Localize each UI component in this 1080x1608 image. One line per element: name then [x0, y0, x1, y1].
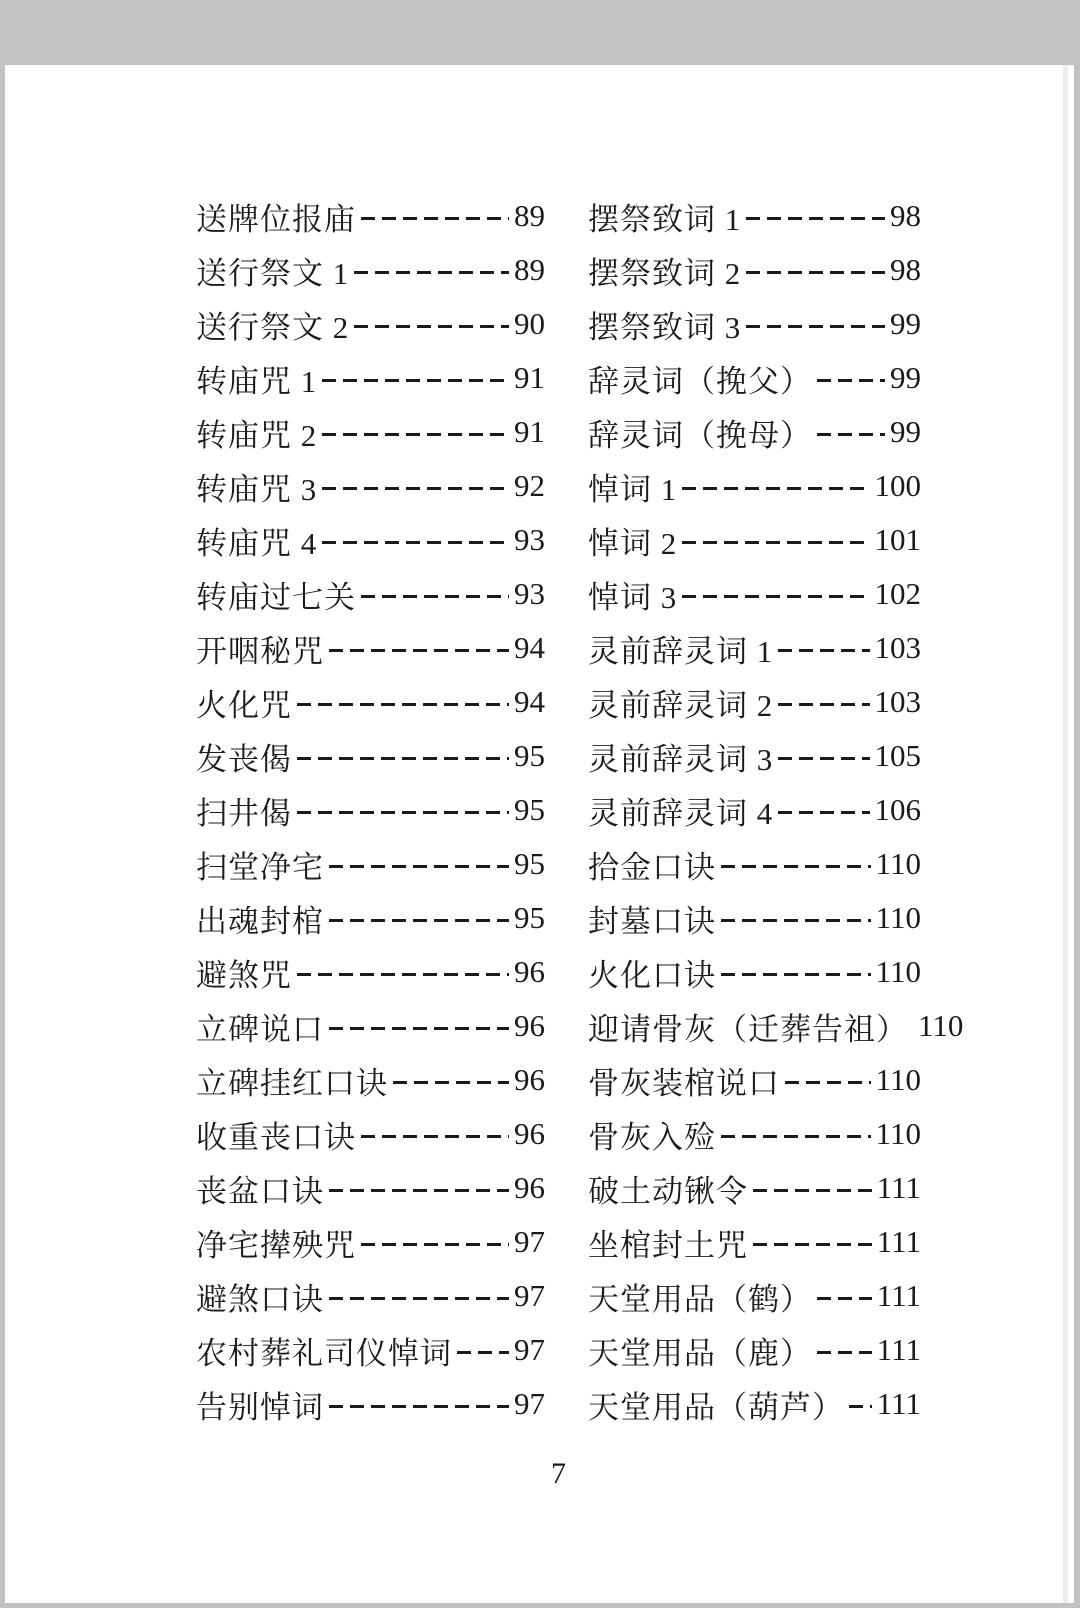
- toc-entry: [588, 621, 921, 675]
- toc-entry-page: 111: [876, 1386, 921, 1421]
- toc-entry: [196, 1377, 545, 1431]
- dash-leader-icon: [817, 379, 885, 382]
- toc-entry-page: 96: [514, 1170, 545, 1205]
- toc-entry-title: 告别悼词: [196, 1389, 324, 1425]
- toc-entry-title: 摆祭致词 1: [588, 201, 742, 237]
- toc-entry: [196, 351, 545, 405]
- dash-leader-icon: [753, 1189, 872, 1192]
- toc-entry: [588, 1053, 921, 1107]
- dash-leader-icon: [329, 649, 509, 652]
- toc-entry-title: 火化口诀: [588, 957, 716, 993]
- dash-leader-icon: [817, 1297, 872, 1300]
- toc-entry-title: 送行祭文 2: [196, 309, 350, 345]
- toc-entry-page: 89: [514, 252, 545, 287]
- toc-entry-page: 98: [890, 252, 921, 287]
- toc-entry: [196, 1215, 545, 1269]
- toc-entry-page: 110: [875, 1116, 921, 1151]
- toc-entry-page: 95: [514, 846, 545, 881]
- toc-entry: [588, 837, 921, 891]
- toc-entry: [196, 297, 545, 351]
- toc-entry-title: 悼词 1: [588, 471, 678, 507]
- toc-entry: [196, 945, 545, 999]
- dash-leader-icon: [817, 433, 885, 436]
- toc-entry: [588, 1107, 921, 1161]
- toc-entry-title: 避煞咒: [196, 957, 292, 993]
- toc-entry-page: 89: [514, 198, 545, 233]
- toc-entry-title: 拾金口诀: [588, 849, 716, 885]
- toc-entry: [588, 1377, 921, 1431]
- toc-entry-page: 99: [890, 360, 921, 395]
- toc-entry: [196, 243, 545, 297]
- toc-columns: [196, 189, 964, 1431]
- toc-entry-title: 灵前辞灵词 2: [588, 687, 774, 723]
- dash-leader-icon: [721, 1135, 871, 1138]
- dash-leader-icon: [329, 1405, 509, 1408]
- toc-entry-page: 94: [514, 684, 545, 719]
- toc-column-right: [588, 189, 964, 1431]
- toc-entry-title: 破土动锹令: [588, 1173, 748, 1209]
- toc-entry-page: 96: [514, 1062, 545, 1097]
- toc-entry-title: 出魂封棺: [196, 903, 324, 939]
- toc-entry: [196, 621, 545, 675]
- toc-entry-title: 悼词 2: [588, 525, 678, 561]
- toc-entry-title: 骨灰入殓: [588, 1119, 716, 1155]
- toc-entry: [196, 1161, 545, 1215]
- toc-entry-page: 99: [890, 414, 921, 449]
- toc-entry-title: 天堂用品（鹤）: [588, 1281, 812, 1317]
- toc-entry-page: 111: [876, 1170, 921, 1205]
- toc-entry-page: 96: [514, 1116, 545, 1151]
- dash-leader-icon: [322, 487, 509, 490]
- dash-leader-icon: [393, 1081, 509, 1084]
- dash-leader-icon: [329, 1297, 509, 1300]
- toc-entry-title: 灵前辞灵词 1: [588, 633, 774, 669]
- dash-leader-icon: [817, 1351, 872, 1354]
- toc-entry-page: 110: [875, 954, 921, 989]
- toc-entry-page: 97: [514, 1386, 545, 1421]
- toc-entry-page: 111: [876, 1278, 921, 1313]
- toc-entry-page: 95: [514, 738, 545, 773]
- toc-entry-page: 90: [514, 306, 545, 341]
- toc-entry-title: 丧盆口诀: [196, 1173, 324, 1209]
- dash-leader-icon: [778, 649, 869, 652]
- toc-entry: [588, 1269, 921, 1323]
- toc-entry: [196, 405, 545, 459]
- toc-entry: [588, 675, 921, 729]
- toc-entry-page: 110: [918, 1008, 964, 1043]
- dash-leader-icon: [457, 1351, 509, 1354]
- toc-entry-page: 95: [514, 792, 545, 827]
- dash-leader-icon: [322, 541, 509, 544]
- toc-entry-page: 96: [514, 954, 545, 989]
- toc-entry-page: 110: [875, 846, 921, 881]
- dash-leader-icon: [297, 757, 509, 760]
- toc-entry: [588, 351, 921, 405]
- toc-entry-title: 坐棺封土咒: [588, 1227, 748, 1263]
- toc-entry: [196, 1107, 545, 1161]
- toc-entry: [588, 567, 921, 621]
- toc-entry-title: 送行祭文 1: [196, 255, 350, 291]
- dash-leader-icon: [361, 1243, 509, 1246]
- toc-entry-page: 97: [514, 1278, 545, 1313]
- toc-entry-title: 天堂用品（鹿）: [588, 1335, 812, 1371]
- dash-leader-icon: [721, 865, 871, 868]
- dash-leader-icon: [329, 865, 509, 868]
- toc-entry-page: 103: [874, 630, 921, 665]
- toc-entry-title: 迎请骨灰（迁葬告祖）: [588, 1011, 908, 1047]
- dash-leader-icon: [721, 973, 871, 976]
- dash-leader-icon: [778, 811, 869, 814]
- toc-entry-page: 105: [874, 738, 921, 773]
- toc-entry-title: 辞灵词（挽母）: [588, 417, 812, 453]
- toc-entry: [196, 1323, 545, 1377]
- toc-entry-title: 火化咒: [196, 687, 292, 723]
- dash-leader-icon: [746, 271, 885, 274]
- toc-entry: [588, 1323, 921, 1377]
- toc-entry: [588, 999, 964, 1053]
- toc-entry-page: 91: [514, 414, 545, 449]
- toc-entry-title: 送牌位报庙: [196, 201, 356, 237]
- toc-entry-title: 避煞口诀: [196, 1281, 324, 1317]
- toc-entry: [588, 1161, 921, 1215]
- toc-entry-title: 灵前辞灵词 3: [588, 741, 774, 777]
- toc-entry-page: 110: [875, 1062, 921, 1097]
- dash-leader-icon: [682, 487, 869, 490]
- dash-leader-icon: [297, 811, 509, 814]
- toc-entry: [196, 1269, 545, 1323]
- toc-entry: [196, 459, 545, 513]
- toc-entry: [588, 297, 921, 351]
- book-page: [5, 65, 1074, 1603]
- toc-entry-page: 98: [890, 198, 921, 233]
- dash-leader-icon: [361, 217, 509, 220]
- dash-leader-icon: [297, 703, 509, 706]
- dash-leader-icon: [721, 919, 871, 922]
- toc-entry-page: 103: [874, 684, 921, 719]
- toc-entry-page: 100: [874, 468, 921, 503]
- toc-entry: [196, 567, 545, 621]
- toc-entry-page: 97: [514, 1224, 545, 1259]
- toc-entry: [196, 1053, 545, 1107]
- toc-entry: [196, 675, 545, 729]
- toc-entry-title: 净宅撵殃咒: [196, 1227, 356, 1263]
- toc-entry-title: 灵前辞灵词 4: [588, 795, 774, 831]
- dash-leader-icon: [354, 325, 509, 328]
- toc-entry-page: 97: [514, 1332, 545, 1367]
- toc-entry: [588, 783, 921, 837]
- toc-entry: [196, 729, 545, 783]
- toc-entry-page: 91: [514, 360, 545, 395]
- toc-entry-title: 摆祭致词 2: [588, 255, 742, 291]
- dash-leader-icon: [361, 1135, 509, 1138]
- toc-entry-title: 发丧偈: [196, 741, 292, 777]
- dash-leader-icon: [778, 757, 869, 760]
- toc-entry: [588, 243, 921, 297]
- dash-leader-icon: [361, 595, 509, 598]
- page-number: 7: [551, 1457, 566, 1490]
- dash-leader-icon: [329, 919, 509, 922]
- toc-entry-title: 转庙咒 4: [196, 525, 318, 561]
- dash-leader-icon: [297, 973, 509, 976]
- toc-entry-page: 99: [890, 306, 921, 341]
- toc-entry-title: 转庙咒 3: [196, 471, 318, 507]
- dash-leader-icon: [322, 379, 509, 382]
- toc-entry-page: 96: [514, 1008, 545, 1043]
- toc-column-left: [196, 189, 545, 1431]
- toc-entry-title: 天堂用品（葫芦）: [588, 1389, 844, 1425]
- toc-entry: [588, 1215, 921, 1269]
- toc-entry: [588, 189, 921, 243]
- toc-entry-page: 95: [514, 900, 545, 935]
- dash-leader-icon: [746, 217, 885, 220]
- toc-entry: [588, 729, 921, 783]
- toc-entry-page: 106: [874, 792, 921, 827]
- toc-entry-page: 111: [876, 1332, 921, 1367]
- toc-entry: [588, 945, 921, 999]
- dash-leader-icon: [746, 325, 885, 328]
- toc-entry: [196, 891, 545, 945]
- toc-entry-title: 转庙咒 1: [196, 363, 318, 399]
- toc-entry-title: 收重丧口诀: [196, 1119, 356, 1155]
- toc-entry: [196, 513, 545, 567]
- toc-entry-page: 102: [874, 576, 921, 611]
- toc-entry-page: 101: [874, 522, 921, 557]
- toc-entry-title: 扫井偈: [196, 795, 292, 831]
- toc-entry-title: 摆祭致词 3: [588, 309, 742, 345]
- toc-entry: [196, 783, 545, 837]
- toc-entry: [196, 999, 545, 1053]
- toc-entry-title: 封墓口诀: [588, 903, 716, 939]
- dash-leader-icon: [849, 1405, 872, 1408]
- toc-entry-page: 93: [514, 576, 545, 611]
- toc-entry-page: 94: [514, 630, 545, 665]
- toc-entry: [588, 513, 921, 567]
- toc-entry-title: 立碑挂红口诀: [196, 1065, 388, 1101]
- dash-leader-icon: [329, 1027, 509, 1030]
- toc-entry-title: 悼词 3: [588, 579, 678, 615]
- toc-entry-title: 转庙咒 2: [196, 417, 318, 453]
- dash-leader-icon: [322, 433, 509, 436]
- toc-entry: [588, 459, 921, 513]
- dash-leader-icon: [753, 1243, 872, 1246]
- toc-entry: [196, 189, 545, 243]
- toc-entry-page: 93: [514, 522, 545, 557]
- dash-leader-icon: [329, 1189, 509, 1192]
- toc-entry-title: 立碑说口: [196, 1011, 324, 1047]
- toc-entry-page: 92: [514, 468, 545, 503]
- toc-entry-title: 扫堂净宅: [196, 849, 324, 885]
- dash-leader-icon: [682, 541, 869, 544]
- toc-entry: [588, 891, 921, 945]
- toc-entry: [196, 837, 545, 891]
- toc-entry-page: 111: [876, 1224, 921, 1259]
- toc-entry: [588, 405, 921, 459]
- dash-leader-icon: [682, 595, 869, 598]
- toc-entry-title: 农村葬礼司仪悼词: [196, 1335, 452, 1371]
- toc-entry-title: 骨灰装棺说口: [588, 1065, 780, 1101]
- toc-entry-page: 110: [875, 900, 921, 935]
- dash-leader-icon: [354, 271, 509, 274]
- dash-leader-icon: [785, 1081, 871, 1084]
- toc-entry-title: 开咽秘咒: [196, 633, 324, 669]
- dash-leader-icon: [778, 703, 869, 706]
- toc-entry-title: 辞灵词（挽父）: [588, 363, 812, 399]
- toc-entry-title: 转庙过七关: [196, 579, 356, 615]
